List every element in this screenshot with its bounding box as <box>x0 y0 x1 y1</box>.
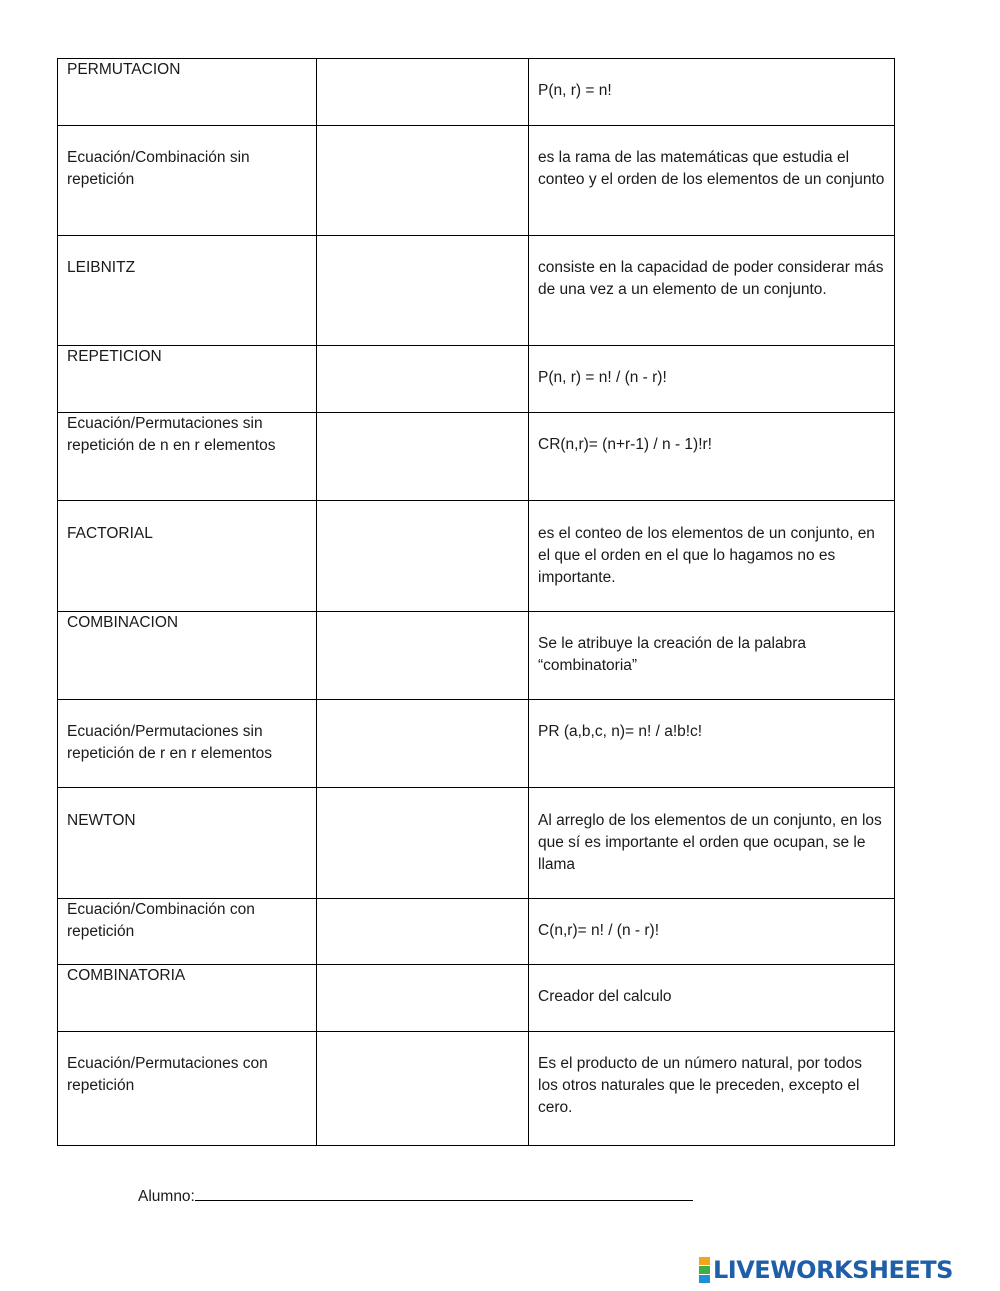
definition-cell <box>529 346 895 413</box>
answer-cell[interactable] <box>317 236 529 346</box>
definition-text: Al arreglo de los elementos de un conjunto, en los que sí es importante el orden que ocupan, se le llama <box>538 812 882 873</box>
definition-text: es la rama de las matemáticas que estudia el conteo y el orden de los elementos de un conjunto <box>538 149 885 188</box>
answer-cell[interactable] <box>317 1032 529 1146</box>
definition-cell <box>529 236 895 346</box>
brand-name: LIVEWORKSHEETS <box>713 1256 953 1284</box>
definition-cell <box>529 126 895 236</box>
definition-cell <box>529 413 895 501</box>
term-text: Ecuación/Combinación sin repetición <box>67 149 250 188</box>
definition-cell <box>529 700 895 788</box>
table-row <box>58 899 895 965</box>
answer-cell[interactable] <box>317 788 529 899</box>
term-text: Ecuación/Permutaciones sin repetición de r en r elementos <box>67 723 273 762</box>
definition-text: P(n, r) = n! <box>538 82 612 99</box>
definition-text: es el conteo de los elementos de un conjunto, en el que el orden en el que lo hagamos no es importante. <box>538 525 875 586</box>
answer-cell[interactable] <box>317 59 529 126</box>
term-text: COMBINATORIA <box>67 967 186 984</box>
table-row <box>58 700 895 788</box>
definition-text: CR(n,r)= (n+r-1) / n - 1)!r! <box>538 436 712 453</box>
answer-cell[interactable] <box>317 965 529 1032</box>
term-cell <box>58 788 317 899</box>
definition-text: C(n,r)= n! / (n - r)! <box>538 922 659 939</box>
table-row <box>58 236 895 346</box>
term-text: COMBINACION <box>67 614 179 631</box>
table-row <box>58 413 895 501</box>
definition-cell <box>529 612 895 700</box>
table-row <box>58 965 895 1032</box>
answer-cell[interactable] <box>317 700 529 788</box>
definition-cell <box>529 59 895 126</box>
term-cell <box>58 612 317 700</box>
student-name-field <box>138 1183 693 1206</box>
term-cell <box>58 59 317 126</box>
term-cell <box>58 346 317 413</box>
definition-text: Se le atribuye la creación de la palabra “combinatoria” <box>538 635 806 674</box>
definition-cell <box>529 788 895 899</box>
answer-cell[interactable] <box>317 612 529 700</box>
table-row <box>58 788 895 899</box>
answer-cell[interactable] <box>317 413 529 501</box>
student-name-label: Alumno: <box>138 1188 195 1205</box>
definition-text: Es el producto de un número natural, por todos los otros naturales que le preceden, excepto el cero. <box>538 1055 862 1116</box>
answer-cell[interactable] <box>317 501 529 612</box>
term-text: Ecuación/Permutaciones sin repetición de n en r elementos <box>67 415 276 454</box>
term-cell <box>58 899 317 965</box>
term-text: Ecuación/Combinación con repetición <box>67 901 255 940</box>
term-cell <box>58 501 317 612</box>
table-row <box>58 346 895 413</box>
answer-cell[interactable] <box>317 126 529 236</box>
definition-text: consiste en la capacidad de poder considerar más de una vez a un elemento de un conjunto. <box>538 259 884 298</box>
definition-cell <box>529 899 895 965</box>
definition-text: Creador del calculo <box>538 988 672 1005</box>
term-cell <box>58 700 317 788</box>
matching-table <box>57 58 895 1146</box>
definition-cell <box>529 965 895 1032</box>
answer-cell[interactable] <box>317 346 529 413</box>
brand-logo <box>699 1257 953 1283</box>
table-row <box>58 612 895 700</box>
definition-cell <box>529 501 895 612</box>
term-text: REPETICION <box>67 348 162 365</box>
term-cell <box>58 236 317 346</box>
table-row <box>58 59 895 126</box>
logo-blocks-icon <box>699 1257 710 1283</box>
term-cell <box>58 126 317 236</box>
term-cell <box>58 413 317 501</box>
term-text: FACTORIAL <box>67 525 153 542</box>
table-row <box>58 1032 895 1146</box>
student-name-line[interactable] <box>195 1183 693 1201</box>
term-cell <box>58 965 317 1032</box>
term-text: PERMUTACION <box>67 61 181 78</box>
term-text: Ecuación/Permutaciones con repetición <box>67 1055 268 1094</box>
table-row <box>58 126 895 236</box>
definition-cell <box>529 1032 895 1146</box>
definition-text: P(n, r) = n! / (n - r)! <box>538 369 667 386</box>
term-cell <box>58 1032 317 1146</box>
answer-cell[interactable] <box>317 899 529 965</box>
definition-text: PR (a,b,c, n)= n! / a!b!c! <box>538 723 703 740</box>
term-text: LEIBNITZ <box>67 259 136 276</box>
term-text: NEWTON <box>67 812 136 829</box>
table-row <box>58 501 895 612</box>
